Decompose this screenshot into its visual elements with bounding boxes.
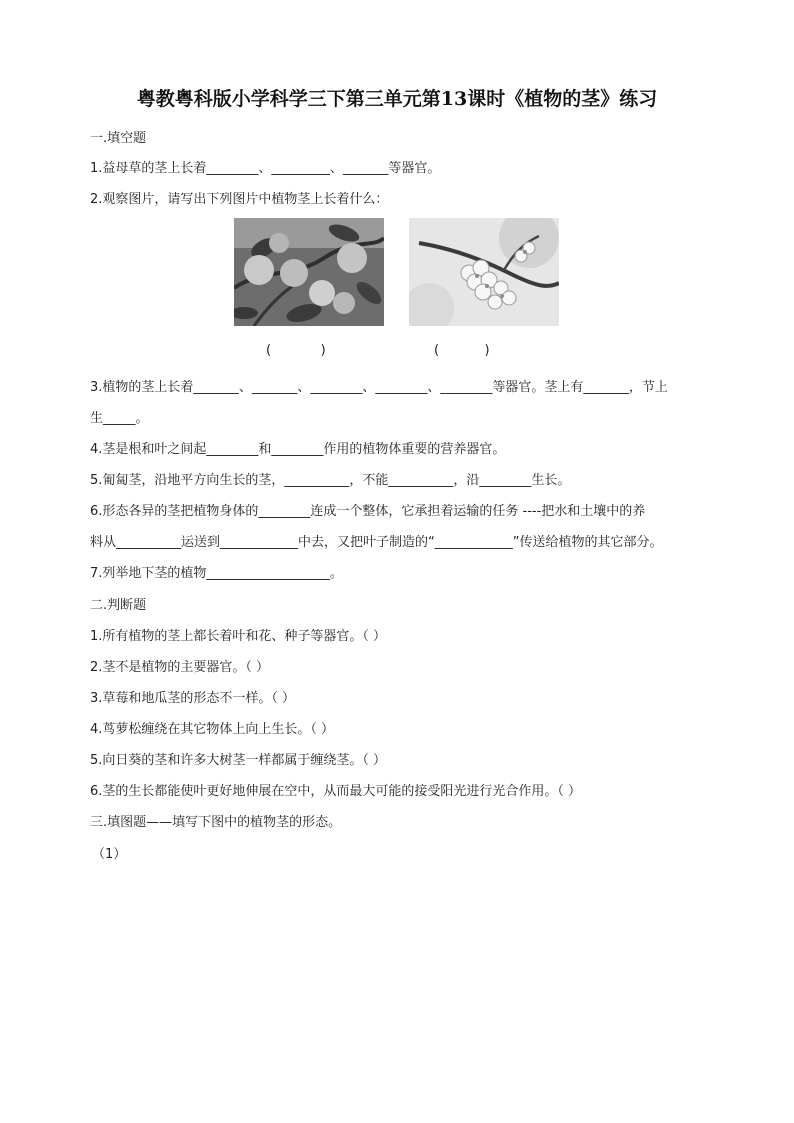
- photo-1-answer-blank: ( ): [266, 343, 326, 358]
- fill-question-6: 6.形态各异的茎把植物身体的________连成一个整体，它承担着运输的任务 ----把水和土壤中的养: [90, 504, 646, 519]
- judge-question-2: 2.茎不是植物的主要器官。（ ）: [90, 660, 270, 675]
- judge-question-5: 5.向日葵的茎和许多大树茎一样都属于缠绕茎。（ ）: [90, 753, 387, 768]
- photo-2-answer-blank: ( ): [434, 343, 490, 358]
- section-fill-heading: 一.填空题: [90, 131, 147, 146]
- judge-question-6: 6.茎的生长都能使叶更好地伸展在空中，从而最大可能的接受阳光进行光合作用。（ ）: [90, 784, 582, 799]
- fill-question-3: 3.植物的茎上长着_______、_______、________、________、________等器官。茎上有_______，节上: [90, 380, 668, 395]
- fill-question-2: 2.观察图片，请写出下列图片中植物茎上长着什么：: [90, 192, 389, 207]
- section-judge-heading: 二.判断题: [90, 598, 147, 613]
- judge-question-3: 3.草莓和地瓜茎的形态不一样。（ ）: [90, 691, 296, 706]
- orange-tree-photo: [234, 218, 384, 326]
- fill-question-4: 4.茎是根和叶之间起________和________作用的植物体重要的营养器官。: [90, 442, 506, 457]
- fill-question-7: 7.列举地下茎的植物___________________。: [90, 566, 343, 581]
- judge-question-4: 4.茑萝松缠绕在其它物体上向上生长。（ ）: [90, 722, 335, 737]
- judge-question-1: 1.所有植物的茎上都长着叶和花、种子等器官。（ ）: [90, 629, 387, 644]
- diagram-subquestion-1: （1）: [92, 847, 127, 862]
- blossom-branch-photo: [409, 218, 559, 326]
- fill-question-5: 5.匍匐茎，沿地平方向生长的茎，__________，不能__________，沿________生长。: [90, 473, 571, 488]
- fill-question-6-cont: 料从__________运送到____________中去，又把叶子制造的“____________”传送给植物的其它部分。: [90, 535, 663, 550]
- page-title: 粤教粤科版小学科学三下第三单元第13课时《植物的茎》练习: [136, 88, 658, 110]
- section-diagram-heading: 三.填图题——填写下图中的植物茎的形态。: [90, 815, 342, 830]
- fill-question-1: 1.益母草的茎上长着________、_________、_______等器官。: [90, 161, 441, 176]
- fill-question-3-cont: 生_____。: [90, 411, 149, 426]
